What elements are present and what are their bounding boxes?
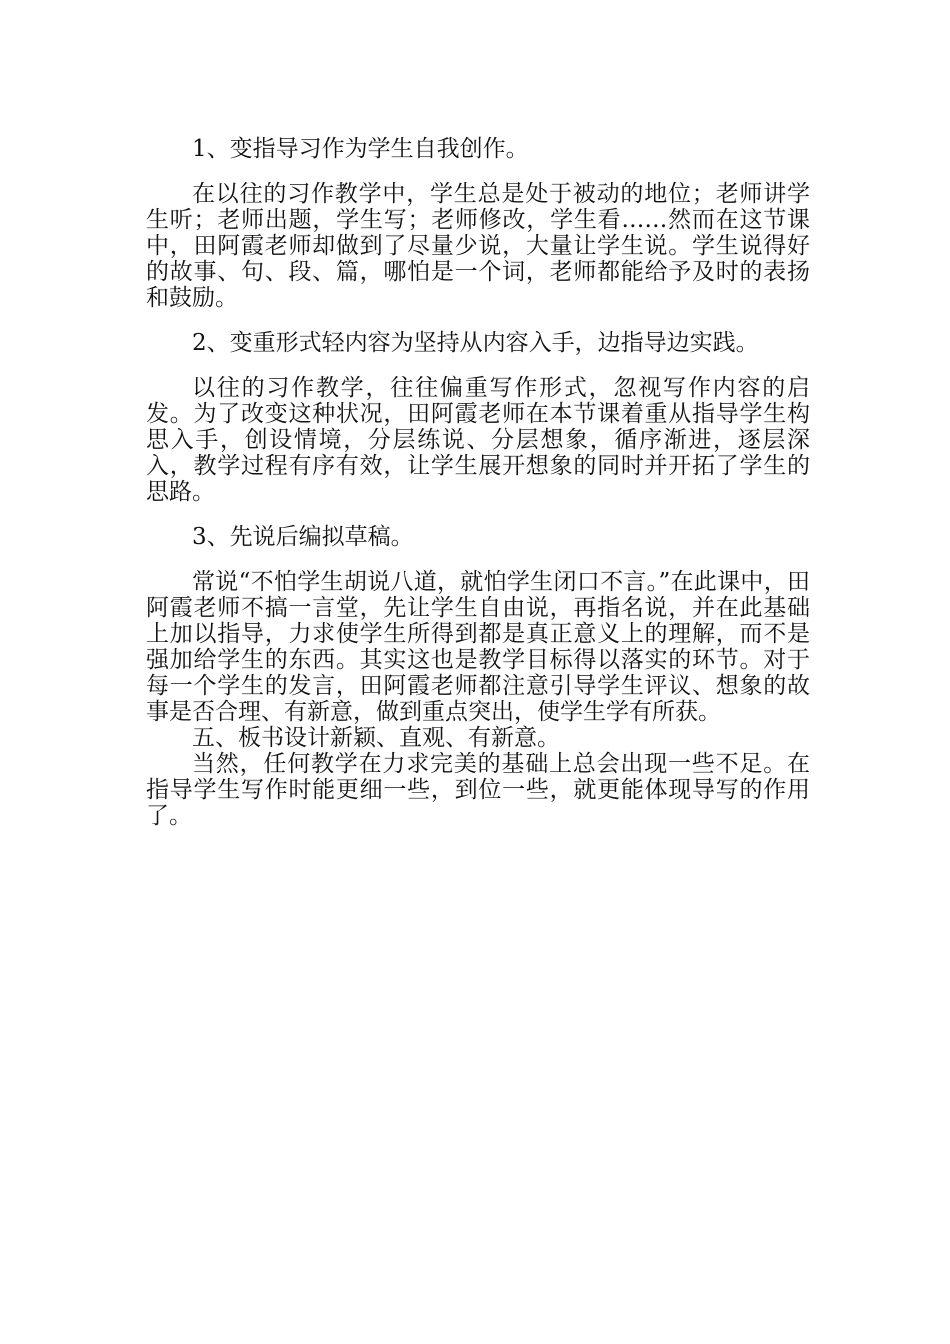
heading-point-2: 2、变重形式轻内容为坚持从内容入手，边指导边实践。 — [192, 330, 759, 356]
document-body — [146, 136, 810, 829]
paragraph-point-1: 在以往的习作教学中，学生总是处于被动的地位；老师讲学生听；老师出题，学生写；老师修改，学生看……然而在这节课中，田阿霞老师却做到了尽量少说，大量让学生说。学生说得好的故事、句、段、篇，哪怕是一个词，老师都能给予及时的表扬和鼓励。 — [146, 181, 810, 311]
paragraph-point-2: 以往的习作教学，往往偏重写作形式，忽视写作内容的启发。为了改变这种状况，田阿霞老师在本节课着重从指导学生构思入手，创设情境，分层练说、分层想象，循序渐进，逐层深入，教学过程有序有效，让学生展开想象的同时并开拓了学生的思路。 — [146, 375, 810, 505]
heading-point-3: 3、先说后编拟草稿。 — [192, 524, 414, 550]
heading-point-5: 五、板书设计新颖、直观、有新意。 — [192, 725, 560, 751]
heading-point-1: 1、变指导习作为学生自我创作。 — [192, 136, 529, 162]
paragraph-conclusion: 当然，任何教学在力求完美的基础上总会出现一些不足。在指导学生写作时能更细一些，到位一些，就更能体现导写的作用了。 — [146, 751, 810, 829]
paragraph-point-3: 常说“不怕学生胡说八道，就怕学生闭口不言。”在此课中，田阿霞老师不搞一言堂，先让学生自由说，再指名说，并在此基础上加以指导，力求使学生所得到都是真正意义上的理解，而不是强加给学生的东西。其实这也是教学目标得以落实的环节。对于每一个学生的发言，田阿霞老师都注意引导学生评议、想象的故事是否合理、有新意，做到重点突出，使学生学有所获。 — [146, 569, 810, 725]
